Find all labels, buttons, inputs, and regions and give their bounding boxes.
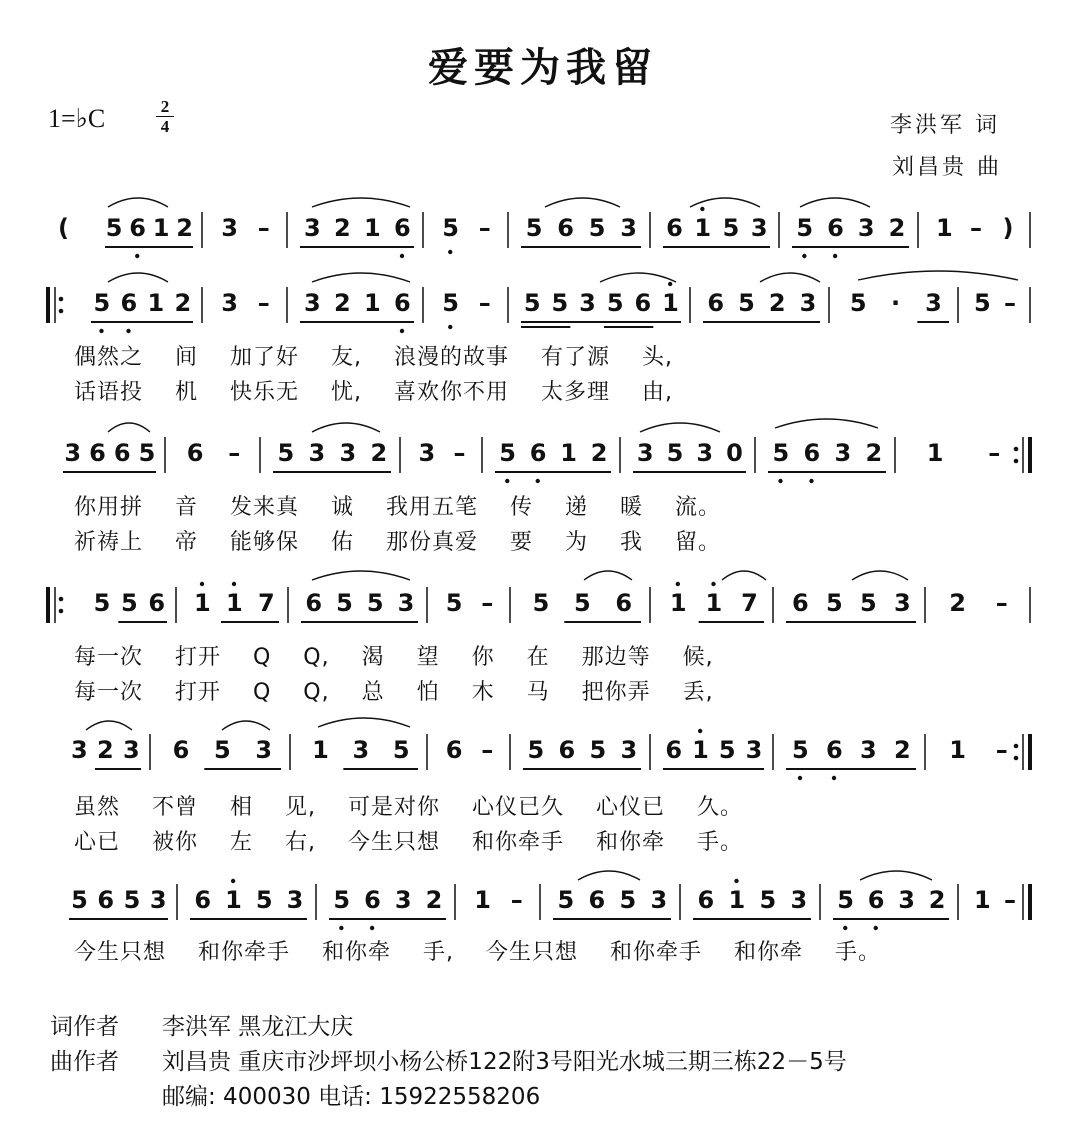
- note: 5: [277, 439, 295, 467]
- repeat-dot: [1014, 756, 1019, 761]
- note: 5: [442, 289, 459, 317]
- note: 6: [186, 439, 204, 467]
- note: 3: [149, 886, 167, 914]
- octave-up-dot: [700, 207, 704, 211]
- note: 5: [527, 736, 545, 764]
- time-signature-top: 2: [160, 97, 170, 116]
- note: 5: [849, 289, 867, 317]
- note: 5: [71, 886, 88, 914]
- note: 3: [71, 736, 88, 764]
- note: 5: [532, 589, 550, 617]
- note: 1: [312, 736, 329, 764]
- note: –: [481, 736, 494, 764]
- note: 2: [768, 289, 786, 317]
- note: 6: [803, 439, 821, 467]
- note: 2: [888, 214, 906, 242]
- footer-lyricist-info: 李洪军 黑龙江大庆: [162, 1014, 354, 1040]
- note: 5: [123, 886, 141, 914]
- note: 5: [738, 289, 755, 317]
- footer-composer-info: 刘昌贵 重庆市沙坪坝小杨公桥122附3号阳光水城三期三栋22－5号: [162, 1049, 847, 1075]
- note: 5: [574, 589, 591, 617]
- note: –: [1004, 886, 1016, 914]
- note: 5: [445, 589, 463, 617]
- note: 7: [741, 589, 758, 617]
- octave-down-dot: [126, 329, 130, 333]
- note: 3: [64, 439, 82, 467]
- note: 3: [745, 736, 763, 764]
- repeat-dot: [59, 297, 64, 302]
- slur: [722, 571, 766, 580]
- note: 6: [148, 589, 166, 617]
- note: –: [478, 214, 491, 242]
- note: 5: [722, 214, 740, 242]
- octave-up-dot: [231, 879, 235, 883]
- note: –: [995, 736, 1008, 764]
- note: 2: [894, 736, 911, 764]
- note: 2: [928, 886, 946, 914]
- note: 6: [394, 214, 411, 242]
- note: –: [988, 439, 1001, 467]
- octave-down-dot: [370, 926, 374, 930]
- note: 1: [194, 589, 211, 617]
- slur: [86, 721, 132, 730]
- slur: [640, 423, 720, 432]
- note: 2: [97, 736, 114, 764]
- note: 6: [666, 214, 683, 242]
- repeat-dot: [59, 609, 64, 614]
- note: 5: [826, 589, 843, 617]
- note: 5: [772, 439, 790, 467]
- note: 1: [662, 289, 679, 317]
- note: 1: [728, 886, 746, 914]
- slur: [312, 423, 380, 432]
- note: 5: [121, 589, 138, 617]
- note: 6: [634, 289, 652, 317]
- note: 6: [792, 589, 809, 617]
- composer-credit: 刘昌贵 曲: [892, 155, 1002, 180]
- note: 1: [364, 214, 381, 242]
- note: 5: [333, 886, 351, 914]
- note: 5: [619, 886, 637, 914]
- note: –: [453, 439, 466, 467]
- note: 6: [120, 289, 138, 317]
- note: 5: [666, 439, 684, 467]
- note: 3: [799, 289, 817, 317]
- note: 3: [221, 214, 238, 242]
- time-signature-bottom: 4: [160, 117, 170, 136]
- slur: [760, 273, 820, 282]
- note: 1: [226, 589, 243, 617]
- note: 3: [860, 736, 877, 764]
- note: 6: [615, 589, 633, 617]
- repeat-dot: [1014, 459, 1019, 464]
- note: 5: [93, 589, 111, 617]
- note: –: [478, 289, 491, 317]
- repeat-dot: [59, 309, 64, 314]
- octave-down-dot: [135, 254, 139, 258]
- note: 3: [304, 289, 321, 317]
- note: 1: [560, 439, 577, 467]
- note: –: [257, 289, 270, 317]
- note: 2: [174, 289, 192, 317]
- note: 5: [974, 289, 991, 317]
- octave-up-dot: [711, 582, 715, 586]
- note: 3: [898, 886, 915, 914]
- lyric-line: 偶然之 间 加了好 友, 浪漫的故事 有了源 头,: [74, 345, 673, 370]
- note: 1: [974, 886, 991, 914]
- note: 3: [418, 439, 436, 467]
- octave-down-dot: [536, 479, 540, 483]
- note: 5: [525, 214, 543, 242]
- note: –: [481, 589, 494, 617]
- note: 3: [394, 886, 412, 914]
- octave-down-dot: [802, 254, 806, 258]
- note: 6: [89, 439, 106, 467]
- note: 6: [194, 886, 212, 914]
- note: 1: [694, 214, 712, 242]
- octave-down-dot: [832, 776, 836, 780]
- note: 6: [707, 289, 725, 317]
- note: 1: [474, 886, 491, 914]
- note: 3: [304, 214, 321, 242]
- repeat-dot: [1014, 447, 1019, 452]
- note: 3: [255, 736, 273, 764]
- note: 7: [258, 589, 275, 617]
- slur: [578, 871, 640, 880]
- note: 5: [759, 886, 777, 914]
- octave-up-dot: [200, 582, 204, 586]
- note: 1: [147, 289, 165, 317]
- note: 5: [105, 214, 123, 242]
- note: –: [257, 214, 270, 242]
- footer-contact: 邮编: 400030 电话: 15922558206: [162, 1084, 541, 1110]
- note: 3: [352, 736, 370, 764]
- note: 5: [551, 289, 569, 317]
- note: 3: [857, 214, 875, 242]
- lyricist-credit: 李洪军 词: [890, 113, 1000, 138]
- note: –: [995, 589, 1008, 617]
- note: 3: [620, 736, 638, 764]
- note: 6: [394, 289, 411, 317]
- octave-up-dot: [698, 729, 702, 733]
- note: 5: [366, 589, 384, 617]
- note: 6: [665, 736, 683, 764]
- slur: [222, 721, 270, 730]
- note: –: [970, 214, 982, 242]
- note: 6: [557, 214, 574, 242]
- note: 2: [370, 439, 388, 467]
- lyric-line: 话语投 机 快乐无 忧, 喜欢你不用 太多理 由,: [74, 380, 673, 405]
- octave-down-dot: [448, 325, 452, 329]
- note: 6: [826, 736, 843, 764]
- slur: [860, 871, 932, 880]
- note: 5: [499, 439, 516, 467]
- note: 1: [936, 214, 953, 242]
- lyric-line: 心已 被你 左 右, 今生只想 和你牵手 和你牵 手。: [74, 830, 743, 855]
- slur: [318, 718, 410, 727]
- footer-lyricist-label: 词作者: [50, 1014, 119, 1040]
- slur: [852, 571, 908, 580]
- key-signature: 1=♭C: [48, 104, 106, 133]
- octave-down-dot: [809, 479, 813, 483]
- note: 1: [152, 214, 170, 242]
- repeat-dot: [1014, 744, 1019, 749]
- lyric-line: 每一次 打开 Q Q, 渴 望 你 在 那边等 候,: [74, 645, 714, 670]
- note: 2: [590, 439, 608, 467]
- note: 5: [589, 736, 607, 764]
- note: 1: [669, 589, 687, 617]
- note: 6: [588, 886, 606, 914]
- note: 0: [726, 439, 743, 467]
- note: 3: [286, 886, 304, 914]
- note: 3: [650, 886, 668, 914]
- note: 6: [445, 736, 463, 764]
- note: 2: [334, 289, 351, 317]
- lyric-line: 每一次 打开 Q Q, 总 怕 木 马 把你弄 丢,: [74, 680, 714, 705]
- note: 1: [364, 289, 381, 317]
- octave-up-dot: [232, 582, 236, 586]
- octave-down-dot: [400, 329, 404, 333]
- octave-down-dot: [874, 926, 878, 930]
- note: 6: [97, 886, 115, 914]
- note: 1: [225, 886, 242, 914]
- note: ): [1002, 214, 1014, 242]
- note: 1: [705, 589, 723, 617]
- slur: [312, 571, 410, 580]
- note: 5: [718, 736, 736, 764]
- note: 6: [129, 214, 146, 242]
- slur: [800, 198, 870, 207]
- octave-down-dot: [505, 479, 509, 483]
- slur: [584, 571, 632, 580]
- note: 3: [339, 439, 357, 467]
- octave-up-dot: [734, 879, 738, 883]
- repeat-dot: [59, 597, 64, 602]
- note: 5: [796, 214, 814, 242]
- note: 5: [792, 736, 809, 764]
- bracket-open: (: [58, 214, 69, 242]
- note: 1: [949, 736, 966, 764]
- slur: [858, 271, 1018, 280]
- note: 6: [558, 736, 576, 764]
- lyric-line: 你用拼 音 发来真 诚 我用五笔 传 递 暖 流。: [74, 495, 721, 520]
- note: 3: [308, 439, 326, 467]
- footer-composer-label: 曲作者: [50, 1049, 119, 1075]
- note: 3: [397, 589, 415, 617]
- slur: [690, 198, 760, 207]
- note: 5: [93, 289, 111, 317]
- slur: [775, 419, 878, 428]
- note: 5: [214, 736, 231, 764]
- note: 3: [221, 289, 238, 317]
- octave-up-dot: [676, 582, 680, 586]
- note: 5: [606, 289, 624, 317]
- octave-down-dot: [339, 926, 343, 930]
- note: –: [510, 886, 523, 914]
- note: 3: [790, 886, 808, 914]
- note: ·: [890, 289, 901, 317]
- lyric-line: 虽然 不曾 相 见, 可是对你 心仪已久 心仪已 久。: [74, 795, 743, 820]
- octave-down-dot: [798, 776, 802, 780]
- octave-down-dot: [778, 479, 782, 483]
- note: 6: [305, 589, 323, 617]
- note: 3: [636, 439, 654, 467]
- note: 3: [894, 589, 911, 617]
- note: 6: [113, 439, 131, 467]
- octave-down-dot: [833, 254, 837, 258]
- note: 3: [123, 736, 140, 764]
- note: 5: [860, 589, 877, 617]
- note: 2: [865, 439, 883, 467]
- octave-down-dot: [99, 329, 103, 333]
- slur: [108, 198, 168, 207]
- note: 5: [557, 886, 575, 914]
- note: 3: [620, 214, 637, 242]
- lyric-line: 祈祷上 帝 能够保 佑 那份真爱 要 为 我 留。: [74, 530, 721, 555]
- note: 5: [336, 589, 353, 617]
- note: 5: [837, 886, 854, 914]
- note: 6: [697, 886, 715, 914]
- octave-up-dot: [668, 282, 672, 286]
- note: –: [1004, 289, 1016, 317]
- note: 3: [579, 289, 596, 317]
- note: 5: [255, 886, 273, 914]
- note: 5: [138, 439, 156, 467]
- note: 5: [392, 736, 410, 764]
- note: 6: [529, 439, 547, 467]
- slur: [545, 198, 620, 207]
- slur: [312, 273, 410, 282]
- note: 6: [867, 886, 885, 914]
- note: 1: [692, 736, 709, 764]
- note: 6: [364, 886, 381, 914]
- slur: [312, 198, 410, 207]
- note: 2: [176, 214, 193, 242]
- note: 6: [172, 736, 190, 764]
- octave-down-dot: [843, 926, 847, 930]
- note: 3: [925, 289, 942, 317]
- note: 3: [834, 439, 852, 467]
- slur: [600, 273, 676, 282]
- note: 5: [588, 214, 606, 242]
- octave-down-dot: [448, 250, 452, 254]
- note: 2: [425, 886, 443, 914]
- slur: [108, 423, 150, 432]
- note: 1: [926, 439, 944, 467]
- slur: [108, 273, 168, 282]
- note: 3: [750, 214, 768, 242]
- note: 6: [827, 214, 844, 242]
- octave-down-dot: [400, 254, 404, 258]
- note: –: [228, 439, 241, 467]
- note: 2: [334, 214, 351, 242]
- note: 5: [442, 214, 459, 242]
- lyric-line: 今生只想 和你牵手 和你牵 手, 今生只想 和你牵手 和你牵 手。: [74, 940, 881, 965]
- note: 5: [523, 289, 541, 317]
- note: 2: [949, 589, 966, 617]
- note: 3: [696, 439, 714, 467]
- song-title: 爱要为我留: [428, 44, 658, 91]
